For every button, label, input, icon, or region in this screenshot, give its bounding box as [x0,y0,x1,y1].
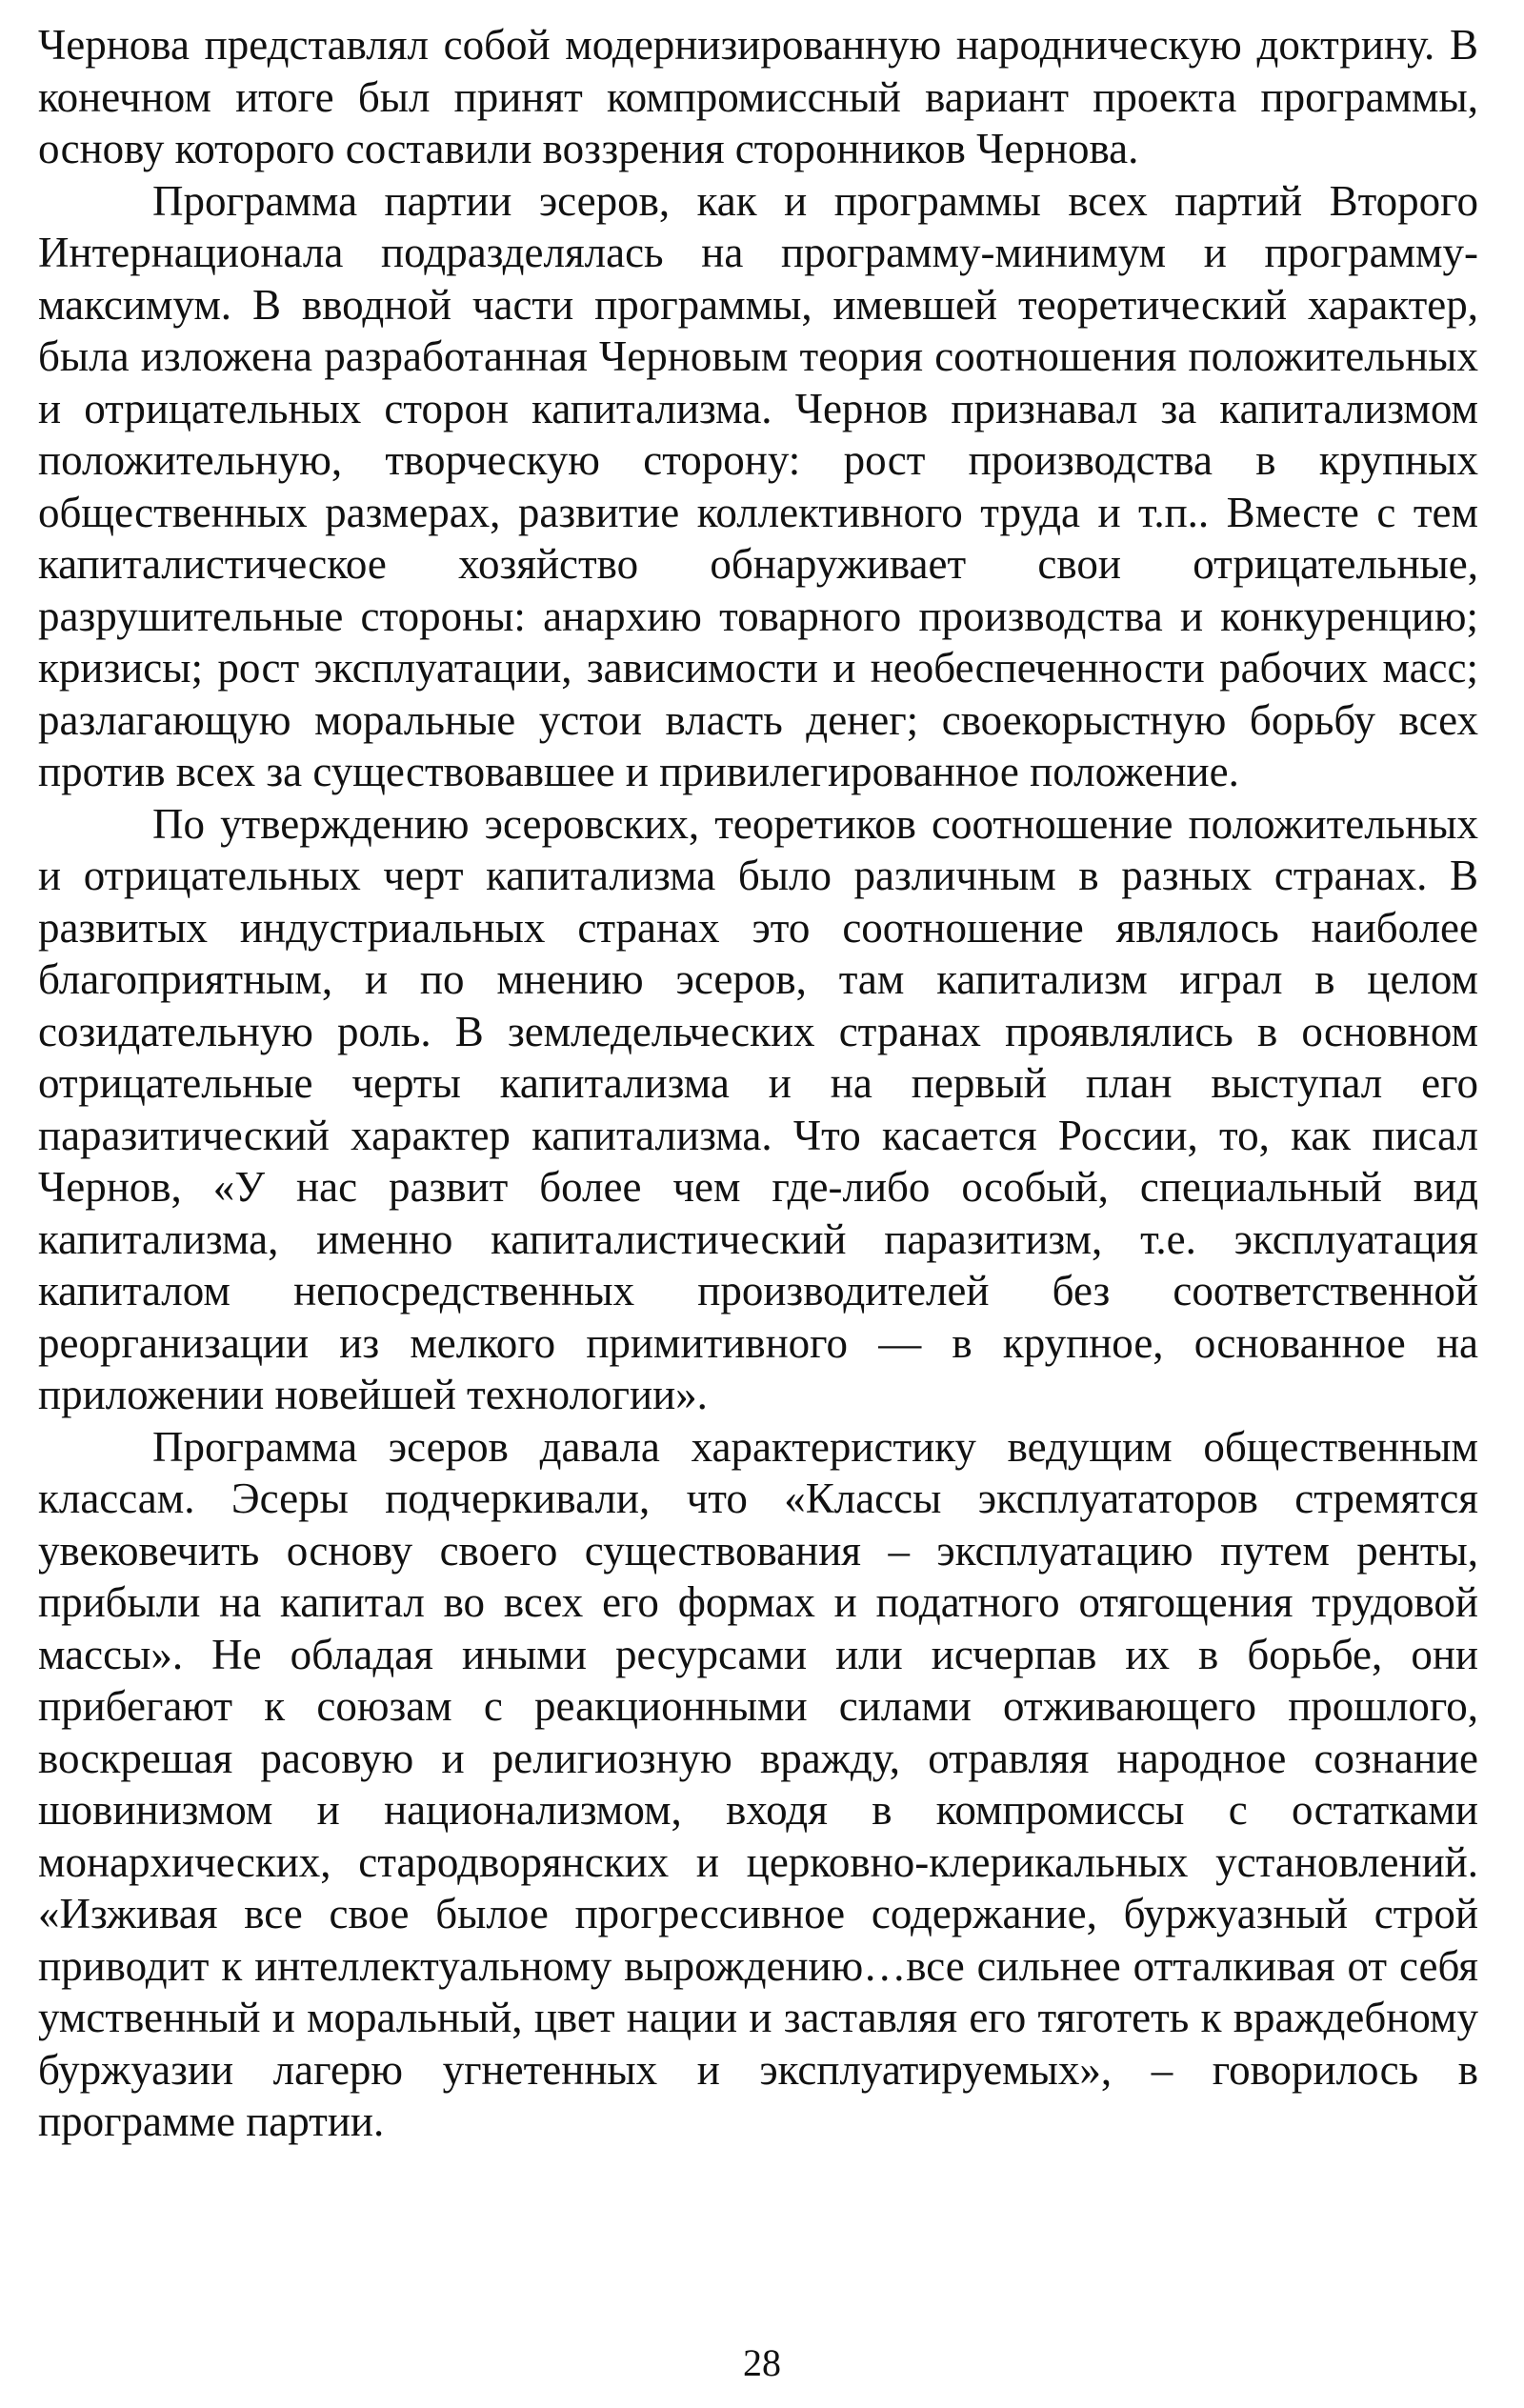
paragraph: По утверждению эсеровских, теоретиков соотношение положительных и отрицательных черт капитализма было различным в разных странах. В развитых индустриальных странах это соотношение являлось наиболее благоприятным, и по мнению эсеров, там капитализм играл в целом созидательную роль. В земледельческих странах проявлялись в основном отрицательные черты капитализма и на первый план выступал его паразитический характер капитализма. Что касается России, то, как писал Чернов, «У нас развит более чем где-либо особый, специальный вид капитализма, именно капиталистический паразитизм, т.е. эксплуатация капиталом непосредственных производителей без соответственной реорганизации из мелкого примитивного — в крупное, основанное на приложении новейшей технологии». [38,799,1478,1418]
paragraph: Программа партии эсеров, как и программы всех партий Второго Интернационала подразделялась на программу-минимум и программу-максимум. В вводной части программы, имевшей теоретический характер, была изложена разработанная Черновым теория соотношения положительных и отрицательных сторон капитализма. Чернов признавал за капитализмом положительную, творческую сторону: рост производства в крупных общественных размерах, развитие коллективного труда и т.п.. Вместе с тем капиталистическое хозяйство обнаруживает свои отрицательные, разрушительные стороны: анархию товарного производства и конкуренцию; кризисы; рост эксплуатации, зависимости и необеспеченности рабочих масс; разлагающую моральные устои власть денег; своекорыстную борьбу всех против всех за существовавшее и привилегированное положение. [38,176,1478,795]
paragraph: Программа эсеров давала характеристику ведущим общественным классам. Эсеры подчеркивали, что «Классы эксплуататоров стремятся увековечить основу своего существования – эксплуатацию путем ренты, прибыли на капитал во всех его формах и податного отягощения трудовой массы». Не обладая иными ресурсами или исчерпав их в борьбе, они прибегают к союзам с реакционными силами отживающего прошлого, воскрешая расовую и религиозную вражду, отравляя народное сознание шовинизмом и национализмом, входя в компромиссы с остатками монархических, стародворянских и церковно-клерикальных установлений. «Изживая все свое былое прогрессивное содержание, буржуазный строй приводит к интеллектуальному вырождению…все сильнее отталкивая от себя умственный и моральный, цвет нации и заставляя его тяготеть к враждебному буржуазии лагерю угнетенных и эксплуатируемых», – говорилось в программе партии. [38,1422,1478,2145]
page-number: 28 [743,2341,781,2384]
paragraph-continuation: Чернова представлял собой модернизированную народническую доктрину. В конечном итоге был принят компромиссный вариант проекта программы, основу которого составили воззрения сторонников Чернова. [38,21,1478,172]
document-body [38,19,1478,2148]
